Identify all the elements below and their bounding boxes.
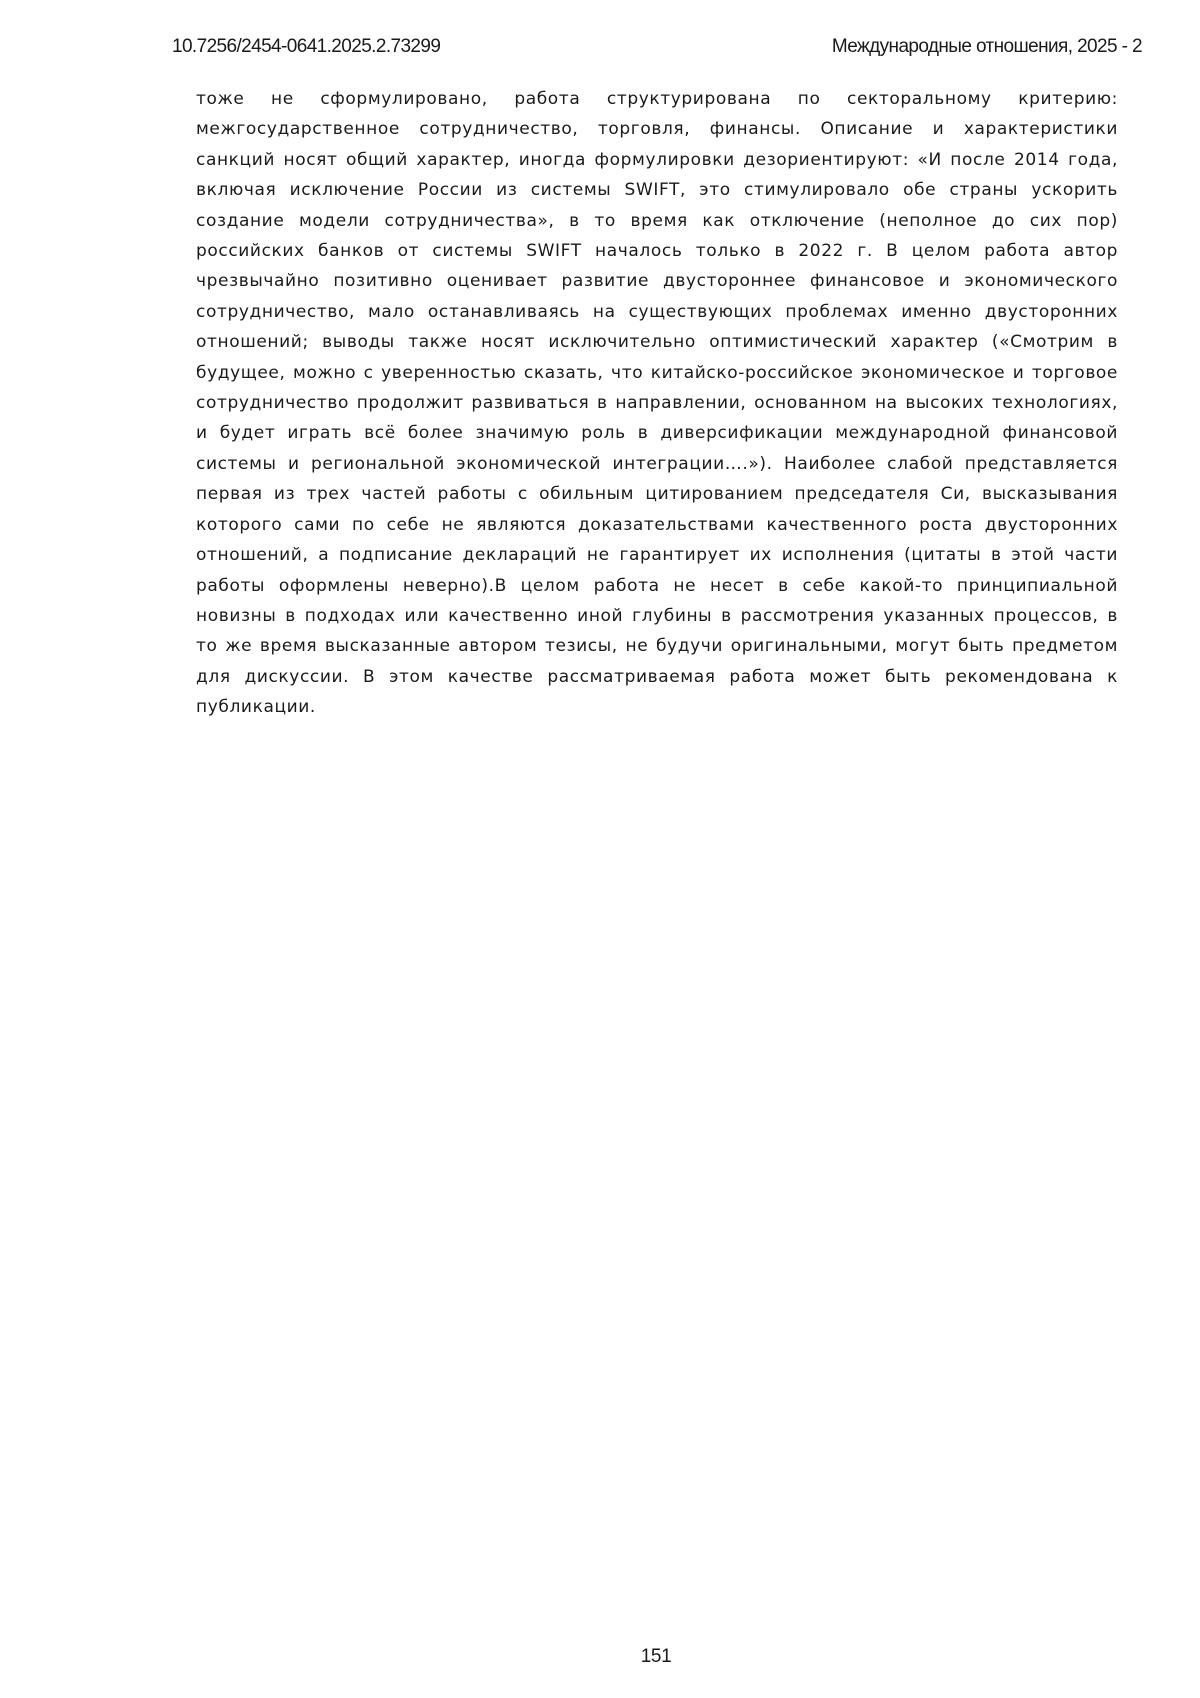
header-journal-title: Международные отношения, 2025 - 2 <box>831 36 1142 57</box>
page-number: 151 <box>640 1646 672 1667</box>
header-doi: 10.7256/2454-0641.2025.2.73299 <box>172 36 441 57</box>
body-paragraph: тоже не сформулировано, работа структурирована по секторальному критерию: межгосударственное сотрудничество, торговля, финансы. Описание и характеристики санкций носят общий характер, иногда формулировки дезориентируют: «И после 2014 года, включая исключение России из системы SWIFT, это стимулировало обе страны ускорить создание модели сотрудничества», в то время как отключение (неполное до сих пор) российских банков от системы SWIFT началось только в 2022 г. В целом работа автор чрезвычайно позитивно оценивает развитие двустороннее финансовое и экономического сотрудничество, мало останавливаясь на существующих проблемах именно двусторонних отношений; выводы также носят исключительно оптимистический характер («Смотрим в будущее, можно с уверенностью сказать, что китайско-российское экономическое и торговое сотрудничество продолжит развиваться в направлении, основанном на высоких технологиях, и будет играть всё более значимую роль в диверсификации международной финансовой системы и региональной экономической интеграции….»). Наиболее слабой представляется первая из трех частей работы с обильным цитированием председателя Си, высказывания которого сами по себе не являются доказательствами качественного роста двусторонних отношений, а подписание деклараций не гарантирует их исполнения (цитаты в этой части работы оформлены неверно).В целом работа не несет в себе какой-то принципиальной новизны в подходах или качественно иной глубины в рассмотрения указанных процессов, в то же время высказанные автором тезисы, не будучи оригинальными, могут быть предметом для дискуссии. В этом качестве рассматриваемая работа может быть рекомендована к публикации. <box>196 89 1118 718</box>
